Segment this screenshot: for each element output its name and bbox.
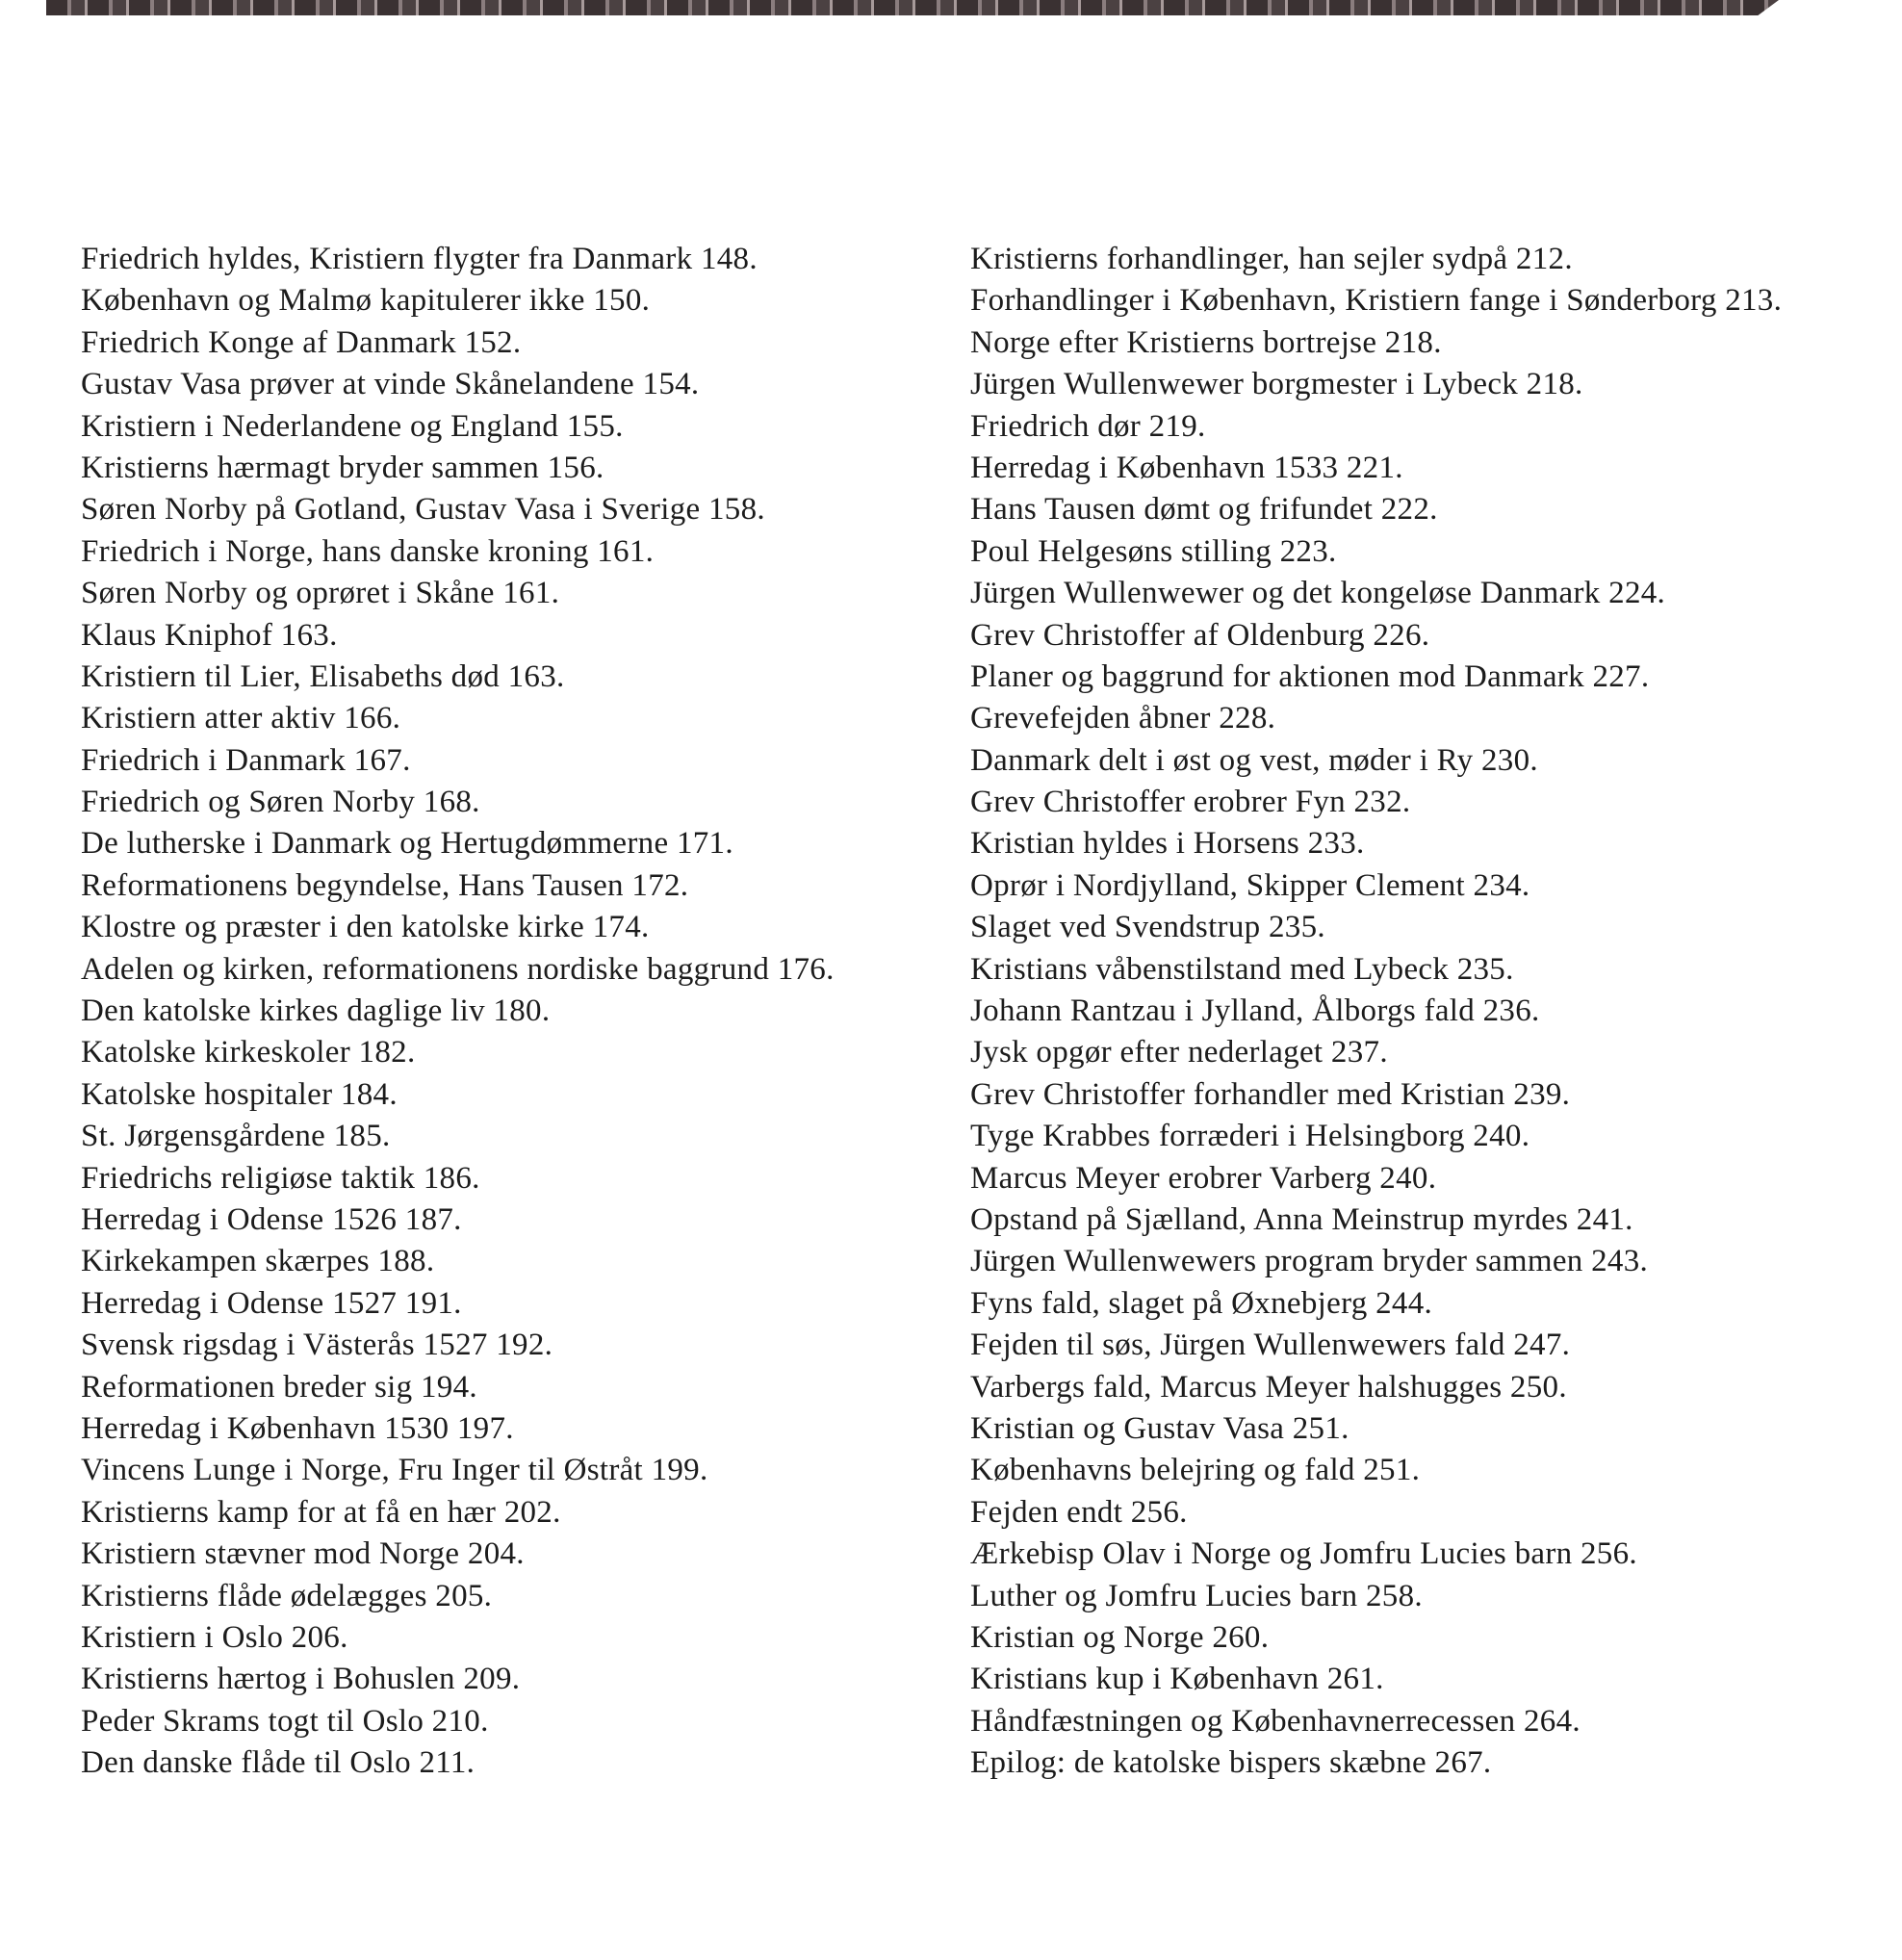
toc-entry: Opstand på Sjælland, Anna Meinstrup myrdes 241. [970,1201,1633,1237]
toc-left-column [81,239,947,1784]
toc-entry: København og Malmø kapitulerer ikke 150. [81,283,651,319]
toc-entry: Kristians kup i København 261. [970,1662,1384,1697]
toc-entry: Herredag i København 1530 197. [81,1410,514,1446]
toc-entry: Kristierns forhandlinger, han sejler sydpå 212. [970,242,1573,276]
toc-entry: Københavns belejring og fald 251. [970,1453,1421,1488]
toc-entry: Kristians våbenstilstand med Lybeck 235. [970,951,1514,987]
toc-entry: Norge efter Kristierns bortrejse 218. [970,324,1442,360]
toc-entry: Svensk rigsdag i Västerås 1527 192. [81,1328,553,1363]
toc-entry: Reformationens begyndelse, Hans Tausen 172. [81,867,689,903]
toc-entry: Kristiern stævner mod Norge 204. [81,1536,525,1572]
toc-entry: Fejden til søs, Jürgen Wullenwewers fald 247. [970,1328,1571,1363]
toc-entry: Kristiern i Nederlandene og England 155. [81,408,624,444]
toc-entry: Herredag i Odense 1527 191. [81,1285,462,1321]
toc-entry: Jürgen Wullenwewer og det kongeløse Danmark 224. [970,576,1666,611]
toc-entry: De lutherske i Danmark og Hertugdømmerne 171. [81,826,733,862]
toc-entry: Gustav Vasa prøver at vinde Skånelandene 154. [81,367,700,402]
toc-entry: Kristierns kamp for at få en hær 202. [81,1494,561,1530]
toc-entry: Grev Christoffer af Oldenburg 226. [970,617,1430,653]
toc-entry: Herredag i København 1533 221. [970,450,1403,485]
toc-entry: Katolske hospitaler 184. [81,1076,398,1112]
toc-entry: Kristierns hærmagt bryder sammen 156. [81,450,604,485]
toc-entry: Varbergs fald, Marcus Meyer halshugges 250. [970,1369,1567,1405]
toc-entry: Friedrich i Norge, hans danske kroning 161. [81,533,655,569]
toc-entry: Jürgen Wullenwewers program bryder sammen 243. [970,1244,1649,1279]
toc-entry: Johann Rantzau i Jylland, Ålborgs fald 236. [970,993,1540,1029]
toc-entry: Grevefejden åbner 228. [970,701,1276,736]
toc-entry: Kristiern til Lier, Elisabeths død 163. [81,658,565,694]
toc-entry: Kristian og Norge 260. [970,1619,1270,1655]
toc-entry: St. Jørgensgårdene 185. [81,1119,391,1154]
toc-entry: Søren Norby og oprøret i Skåne 161. [81,576,560,611]
toc-entry: Kristiern i Oslo 206. [81,1619,348,1655]
toc-entry: Ærkebisp Olav i Norge og Jomfru Lucies barn 256. [970,1536,1637,1572]
toc-entry: Danmark delt i øst og vest, møder i Ry 230. [970,742,1538,778]
toc-entry: Katolske kirkeskoler 182. [81,1035,416,1070]
toc-entry: Friedrich i Danmark 167. [81,742,411,778]
toc-entry: Klostre og præster i den katolske kirke 174. [81,910,650,945]
toc-entry: Friedrich Konge af Danmark 152. [81,324,522,360]
toc-entry: Klaus Kniphof 163. [81,617,338,653]
toc-entry: Den katolske kirkes daglige liv 180. [81,993,551,1029]
toc-entry: Marcus Meyer erobrer Varberg 240. [970,1160,1437,1196]
toc-entry: Tyge Krabbes forræderi i Helsingborg 240. [970,1119,1530,1154]
toc-entry: Kristiern atter aktiv 166. [81,701,401,736]
toc-entry: Kirkekampen skærpes 188. [81,1244,435,1279]
toc-entry: Hans Tausen dømt og frifundet 222. [970,492,1438,528]
toc-entry: Epilog: de katolske bispers skæbne 267. [970,1745,1492,1781]
toc-entry: Slaget ved Svendstrup 235. [970,910,1325,945]
toc-entry: Peder Skrams togt til Oslo 210. [81,1703,489,1739]
toc-entry: Grev Christoffer erobrer Fyn 232. [970,785,1411,820]
toc-entry: Fejden endt 256. [970,1494,1188,1530]
decorative-top-border [46,0,1779,15]
toc-entry: Jürgen Wullenwewer borgmester i Lybeck 218. [970,367,1583,402]
toc-entry: Kristierns flåde ødelægges 205. [81,1578,493,1613]
toc-entry: Håndfæstningen og Københavnerrecessen 264. [970,1703,1581,1739]
toc-entry: Reformationen breder sig 194. [81,1369,477,1405]
toc-entry: Jysk opgør efter nederlaget 237. [970,1035,1388,1070]
toc-entry: Fyns fald, slaget på Øxnebjerg 244. [970,1285,1433,1321]
toc-entry: Kristierns hærtog i Bohuslen 209. [81,1662,521,1697]
toc-entry: Friedrichs religiøse taktik 186. [81,1160,480,1196]
toc-entry: Poul Helgesøns stilling 223. [970,533,1337,569]
toc-entry: Kristian hyldes i Horsens 233. [970,826,1365,862]
toc-entry: Herredag i Odense 1526 187. [81,1201,462,1237]
toc-entry: Friedrich hyldes, Kristiern flygter fra Danmark 148. [81,242,758,276]
toc-entry: Grev Christoffer forhandler med Kristian 239. [970,1076,1571,1112]
toc-entry: Oprør i Nordjylland, Skipper Clement 234. [970,867,1530,903]
toc-entry: Søren Norby på Gotland, Gustav Vasa i Sverige 158. [81,492,765,528]
toc-entry: Luther og Jomfru Lucies barn 258. [970,1578,1423,1613]
toc-entry: Planer og baggrund for aktionen mod Danmark 227. [970,658,1650,694]
toc-entry: Den danske flåde til Oslo 211. [81,1745,476,1781]
toc-entry: Kristian og Gustav Vasa 251. [970,1410,1349,1446]
toc-entry: Vincens Lunge i Norge, Fru Inger til Østråt 199. [81,1453,708,1488]
toc-entry: Friedrich dør 219. [970,408,1206,444]
toc-entry: Friedrich og Søren Norby 168. [81,785,480,820]
toc-entry: Adelen og kirken, reformationens nordiske baggrund 176. [81,951,835,987]
toc-right-column [970,239,1837,1784]
toc-entry: Forhandlinger i København, Kristiern fange i Sønderborg 213. [970,283,1783,319]
